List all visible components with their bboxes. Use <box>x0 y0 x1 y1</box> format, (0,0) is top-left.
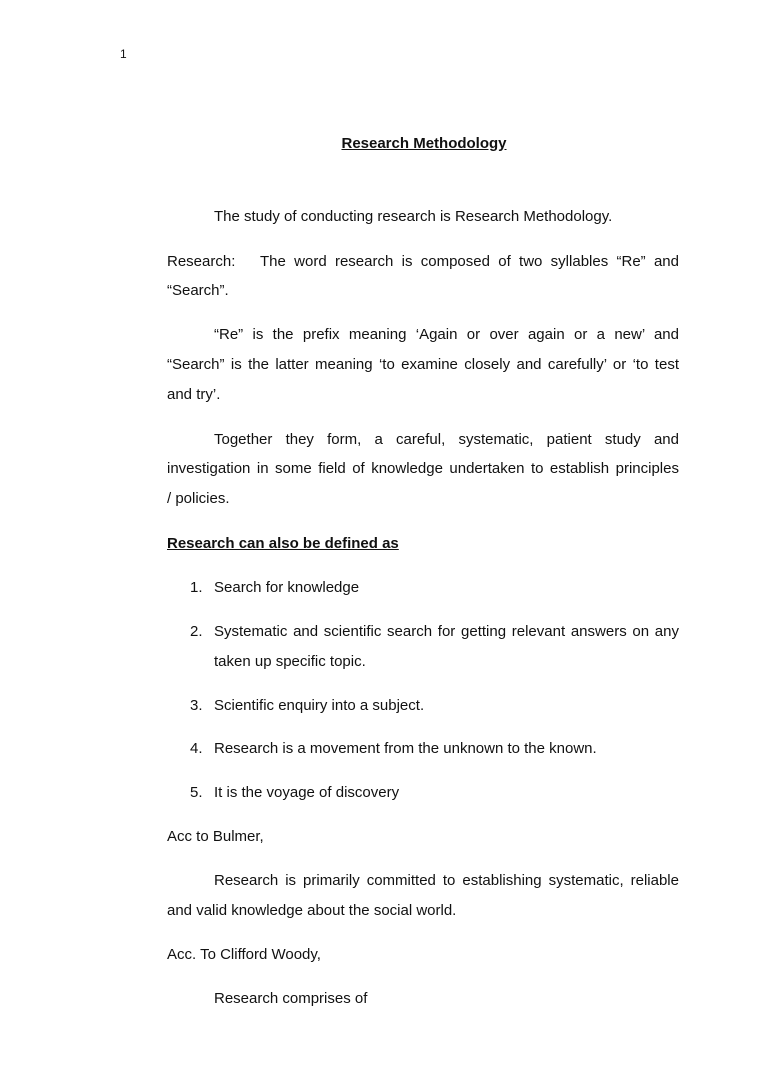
definitions-heading: Research can also be defined as <box>167 535 399 552</box>
woody-label: Acc. To Clifford Woody, <box>167 946 321 963</box>
intro-paragraph: The study of conducting research is Research Methodology. <box>214 208 613 225</box>
list-item: Scientific enquiry into a subject. <box>214 697 425 714</box>
bulmer-quote-line-2: and valid knowledge about the social world. <box>167 902 457 919</box>
list-item: Systematic and scientific search for getting relevant answers on any <box>214 623 679 640</box>
list-item: Research is a movement from the unknown to the known. <box>214 740 597 757</box>
list-item-continuation: taken up specific topic. <box>214 653 366 670</box>
list-item-number: 2. <box>190 623 203 640</box>
list-item-number: 5. <box>190 784 203 801</box>
re-paragraph-line-3: and try’. <box>167 386 221 403</box>
bulmer-quote-line-1: Research is primarily committed to establishing systematic, reliable <box>214 872 679 889</box>
list-item: Search for knowledge <box>214 579 360 596</box>
together-paragraph-line-2: investigation in some field of knowledge undertaken to establish principles <box>167 460 679 477</box>
re-paragraph-line-1: “Re” is the prefix meaning ‘Again or over again or a new’ and <box>214 326 679 343</box>
woody-quote-line-1: Research comprises of <box>214 990 368 1007</box>
re-paragraph-line-2: “Search” is the latter meaning ‘to examine closely and carefully’ or ‘to test <box>167 356 679 373</box>
together-paragraph-line-1: Together they form, a careful, systematic, patient study and <box>214 431 679 448</box>
research-label: Research: <box>167 253 236 270</box>
together-paragraph-line-3: / policies. <box>167 490 230 507</box>
research-definition-line-1: The word research is composed of two syllables “Re” and <box>260 253 679 270</box>
list-item-number: 3. <box>190 697 203 714</box>
bulmer-label: Acc to Bulmer, <box>167 828 264 845</box>
research-definition-line-2: “Search”. <box>167 282 229 299</box>
list-item-number: 4. <box>190 740 203 757</box>
document-title: Research Methodology <box>341 135 507 152</box>
list-item: It is the voyage of discovery <box>214 784 400 801</box>
page-number: 1 <box>120 47 127 61</box>
list-item-number: 1. <box>190 579 203 596</box>
